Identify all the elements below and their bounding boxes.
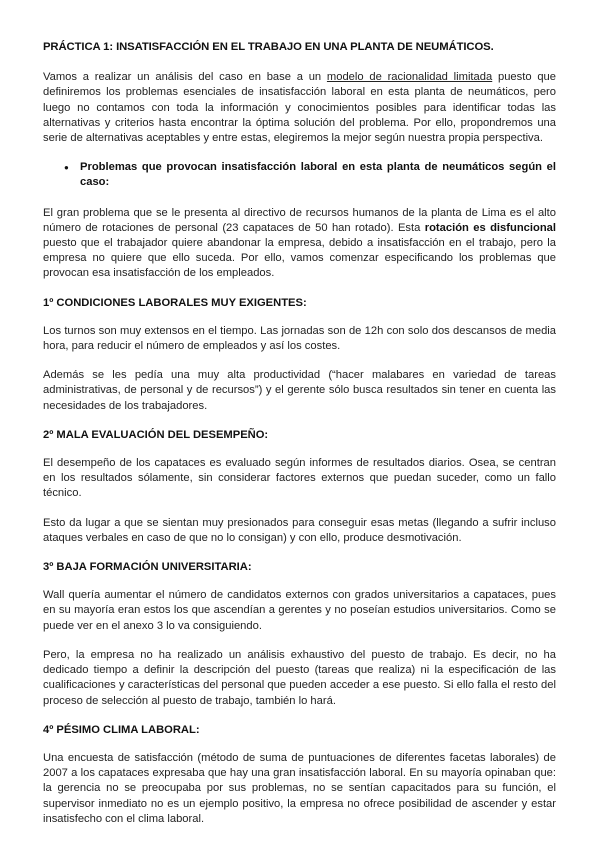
document-title: PRÁCTICA 1: INSATISFACCIÓN EN EL TRABAJO EN UNA PLANTA DE NEUMÁTICOS. [43, 41, 494, 53]
section-heading-2: 2º MALA EVALUACIÓN DEL DESEMPEÑO: [43, 428, 269, 441]
bullet-icon: ● [64, 163, 69, 173]
section-2-paragraph-1: El desempeño de los capataces es evaluado según informes de resultados diarios. Osea, se centran en los resultados sólamente, sin considerar factores externos que puedan suceder, como un fallo técnico. [43, 457, 556, 500]
section-1-paragraph-2: Además se les pedía una muy alta productividad (“hacer malabares en variedad de tareas administrativas, de personal y de recursos”) y el gerente sólo busca resultados sin tener en cuenta las necesidades de los trabajadores. [43, 369, 556, 412]
section-3-paragraph-1: Wall quería aumentar el número de candidatos externos con grados universitarios a capataces, pues en su mayoría eran estos los que ascendían a gerentes y no poseían estudios universitarios. Como se puede ver en el anexo 3 lo va consiguiendo. [43, 589, 556, 632]
problem-text-start: El gran problema que se le presenta al directivo de recursos humanos de la planta de Lima es el alto número de rotaciones de personal (23 capataces de 50 han rotado). Esta [43, 206, 556, 234]
bullet-item [43, 160, 556, 190]
intro-paragraph [43, 70, 556, 146]
section-heading-4: 4º PÉSIMO CLIMA LABORAL: [43, 723, 200, 736]
problem-text-end: puesto que el trabajador quiere abandonar la empresa, debido a insatisfacción en el trabajo, pero la empresa no quiere que ello suceda. Por ello, vamos comenzar especificando los problemas que provocan esa insatisfacción de los empleados. [43, 237, 556, 280]
intro-text-start: Vamos a realizar un análisis del caso en base a un [43, 71, 327, 84]
intro-text-end: puesto que definiremos los problemas esenciales de insatisfacción laboral en esta planta de neumáticos, pero luego no contamos con toda la información y conocimientos posibles para identificar todas las alternativas y criterios hasta encontrar la óptima solución del problema. Por ello, propondremos una serie de alternativas aceptables y entre estas, elegiremos la mejor según nuestra propia perspectiva. [43, 71, 556, 145]
section-4-paragraph-1: Una encuesta de satisfacción (método de suma de puntuaciones de diferentes facetas laborales) de 2007 a los capataces expresaba que hay una gran insatisfacción laboral. En su mayoría opinaban que: la gerencia no se preocupaba por sus problemas, no se sentían capacitados para su función, el supervisor inmediato no es un ejemplo positivo, la empresa no ofrece posibilidad de ascender y estar insatisfecho con el clima laboral. [43, 751, 556, 825]
section-3-paragraph-2: Pero, la empresa no ha realizado un análisis exhaustivo del puesto de trabajo. Es decir, no ha dedicado tiempo a definir la descripción del puesto (tareas que realiza) ni la especificación de las cualificaciones y características del personal que pueden acceder a ese puesto. Si ello falla el resto del proceso de selección al puesto de trabajo, también lo hará. [43, 648, 556, 707]
bounded-rationality-link: modelo de racionalidad limitada [326, 71, 493, 84]
section-2-paragraph-2: Esto da lugar a que se sientan muy presionados para conseguir esas metas (llegando a sufrir incluso ataques verbales en caso de que no lo consigan) y con ello, produce desmotivación. [43, 516, 556, 544]
problem-paragraph [43, 206, 556, 282]
section-heading-3: 3º BAJA FORMACIÓN UNIVERSITARIA: [43, 561, 252, 574]
section-heading-1: 1º CONDICIONES LABORALES MUY EXIGENTES: [43, 296, 307, 309]
section-1-paragraph-1: Los turnos son muy extensos en el tiempo. Las jornadas son de 12h con solo dos descansos de media hora, para reducir el número de empleados y así los costes. [43, 324, 556, 353]
bullet-text: Problemas que provocan insatisfacción laboral en esta planta de neumáticos según el caso: [80, 161, 556, 189]
dysfunctional-rotation-emphasis: rotación es disfuncional [424, 221, 556, 234]
